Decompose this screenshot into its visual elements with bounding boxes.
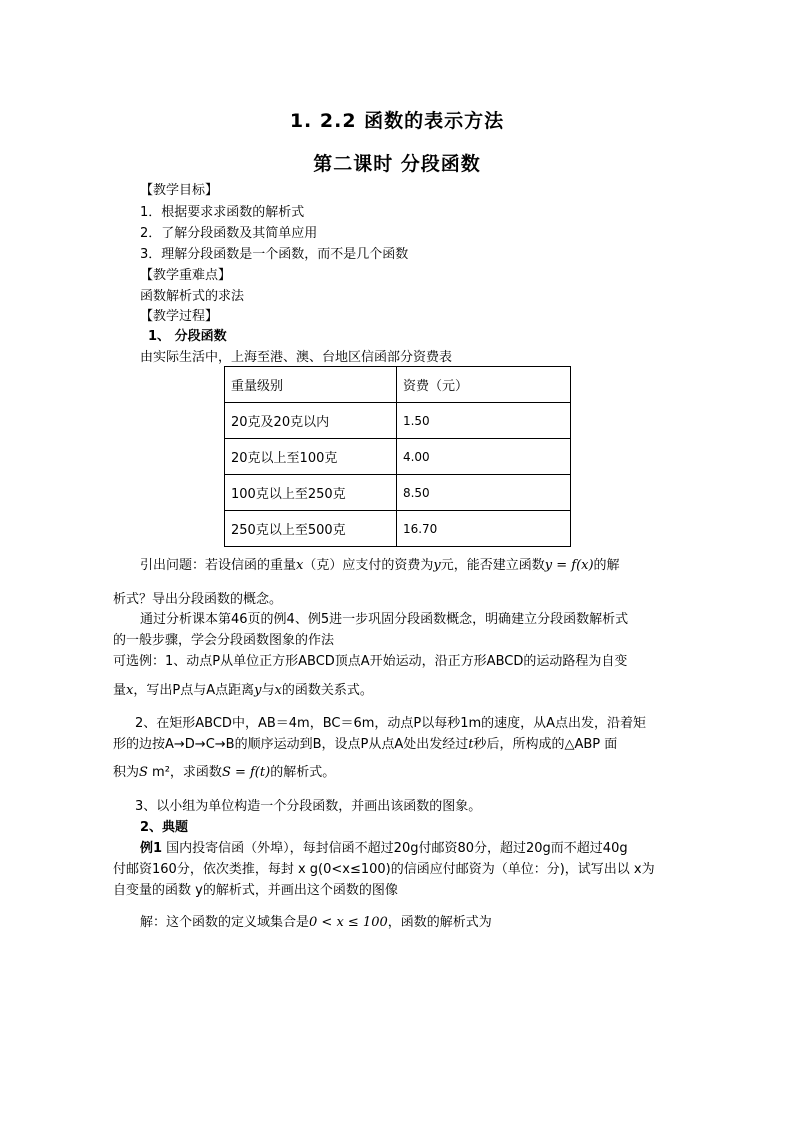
math-var: t bbox=[468, 737, 474, 752]
goal-item: 2．了解分段函数及其简单应用 bbox=[140, 226, 318, 241]
table-cell: 100克以上至250克 bbox=[225, 475, 397, 511]
math-formula: 0 < x ≤ 100 bbox=[309, 915, 388, 930]
goal-item: 1．根据要求求函数的解析式 bbox=[140, 205, 305, 220]
table-cell: 16.70 bbox=[396, 511, 570, 547]
column-header: 重量级别 bbox=[225, 367, 397, 403]
table-row bbox=[225, 403, 571, 439]
column-header: 资费（元） bbox=[396, 367, 570, 403]
question-paragraph bbox=[140, 558, 620, 574]
text-span: 与 bbox=[261, 683, 275, 698]
math-formula: S = f(t) bbox=[221, 765, 271, 780]
table-cell: 8.50 bbox=[396, 475, 570, 511]
example-label: 例1 bbox=[140, 841, 163, 856]
example-line: 2、在矩形ABCD中，AB＝4m，BC＝6m，动点P以每秒1m的速度，从A点出发，沿着矩 bbox=[135, 716, 647, 731]
text-span: 解：这个函数的定义域集合是 bbox=[140, 915, 310, 930]
goal-item: 3．理解分段函数是一个函数，而不是几个函数 bbox=[140, 247, 409, 262]
math-var: x bbox=[296, 558, 304, 573]
text-span: 引出问题：若设信函的重量 bbox=[140, 558, 297, 573]
math-var: S bbox=[139, 765, 148, 780]
text-span: 元，能否建立函数 bbox=[440, 558, 545, 573]
table-cell: 1.50 bbox=[396, 403, 570, 439]
doc-subtitle: 第二课时 分段函数 bbox=[313, 153, 481, 175]
section-heading: 2、典题 bbox=[140, 820, 189, 835]
example-line bbox=[113, 683, 373, 699]
example-line: 付邮资160分，依次类推，每封 x g(0<x≤100)的信函应付邮资为（单位：分)，试写出以 x为 bbox=[113, 862, 655, 877]
table-row bbox=[225, 511, 571, 547]
text-span: 的函数关系式。 bbox=[281, 683, 373, 698]
example-line: 可选例：1、动点P从单位正方形ABCD顶点A开始运动，沿正方形ABCD的运动路程为自变 bbox=[113, 654, 628, 669]
example-line bbox=[113, 765, 335, 781]
text-span: （克）应支付的资费为 bbox=[303, 558, 434, 573]
section-heading: 1、 分段函数 bbox=[148, 329, 227, 344]
fee-table bbox=[224, 366, 571, 547]
math-formula: y = f(x) bbox=[544, 558, 594, 573]
key-text: 函数解析式的求法 bbox=[140, 289, 245, 304]
math-var: x bbox=[126, 683, 134, 698]
text-span: 量 bbox=[113, 683, 127, 698]
goals-heading: 【教学目标】 bbox=[140, 183, 219, 198]
table-cell: 250克以上至500克 bbox=[225, 511, 397, 547]
paragraph-line: 通过分析课本第46页的例4、例5进一步巩固分段函数概念，明确建立分段函数解析式 bbox=[140, 612, 629, 627]
process-heading: 【教学过程】 bbox=[140, 309, 219, 324]
table-cell: 4.00 bbox=[396, 439, 570, 475]
example-line: 3、以小组为单位构造一个分段函数，并画出该函数的图象。 bbox=[135, 799, 482, 814]
doc-title: 1. 2.2 函数的表示方法 bbox=[289, 110, 505, 132]
table-intro: 由实际生活中，上海至港、澳、台地区信函部分资费表 bbox=[140, 350, 453, 365]
math-var: y bbox=[254, 683, 262, 698]
table-row bbox=[225, 439, 571, 475]
example-line bbox=[140, 841, 628, 857]
text-span: 秒后，所构成的△ABP 面 bbox=[473, 737, 618, 752]
text-span: ，函数的解析式为 bbox=[387, 915, 492, 930]
table-row bbox=[225, 475, 571, 511]
text-span: 积为 bbox=[113, 765, 140, 780]
text-span: m²，求函数 bbox=[147, 765, 222, 780]
text-span: 的解 bbox=[593, 558, 620, 573]
paragraph-line: 的一般步骤，学会分段函数图象的作法 bbox=[113, 633, 335, 648]
example-line: 自变量的函数 y的解析式，并画出这个函数的图像 bbox=[113, 883, 398, 898]
table-header-row bbox=[225, 367, 571, 403]
key-heading: 【教学重难点】 bbox=[140, 268, 232, 283]
example-line bbox=[113, 737, 617, 753]
text-span: 国内投寄信函（外埠），每封信函不超过20g付邮资80分，超过20g而不超过40g bbox=[162, 841, 628, 856]
math-var: y bbox=[433, 558, 441, 573]
text-span: ，写出P点与A点距离 bbox=[133, 683, 255, 698]
table-cell: 20克以上至100克 bbox=[225, 439, 397, 475]
text-span: 形的边按A→D→C→B的顺序运动到B，设点P从点A处出发经过 bbox=[113, 737, 469, 752]
table-cell: 20克及20克以内 bbox=[225, 403, 397, 439]
math-var: x bbox=[274, 683, 282, 698]
question-line: 析式？导出分段函数的概念。 bbox=[113, 592, 283, 607]
solution-line bbox=[140, 915, 492, 931]
text-span: 的解析式。 bbox=[270, 765, 336, 780]
